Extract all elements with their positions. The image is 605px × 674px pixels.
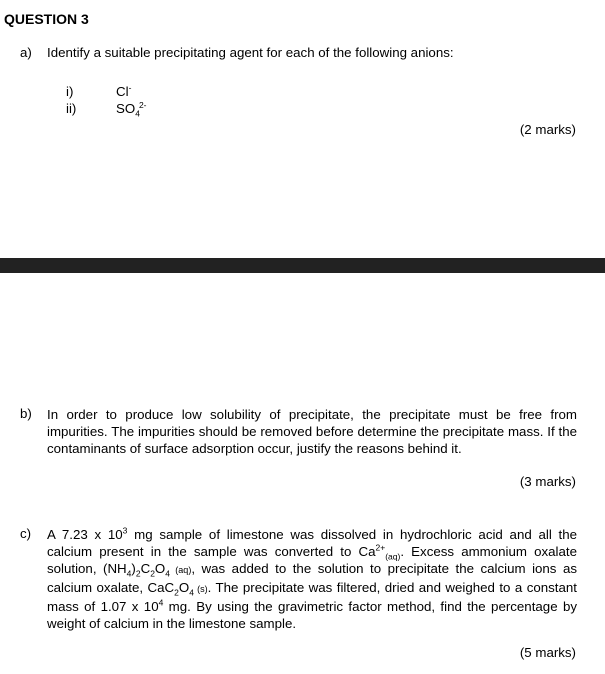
item-i-numeral: i): [66, 84, 74, 99]
part-b-marks: (3 marks): [519, 474, 576, 489]
part-b-text: In order to produce low solubility of precipitate, the precipitate must be free from impurities. The impurities should be removed before determine the precipitate mass. If the contaminants of surface adsorption occur, justify the reasons behind it.: [47, 407, 577, 456]
part-c-marks: (5 marks): [519, 645, 576, 660]
item-ii-formula: $SO_4^{2-}$: [116, 99, 147, 119]
page-divider: [0, 258, 605, 273]
item-i-formula: Cl-: [116, 82, 132, 99]
part-c-label: c): [20, 526, 32, 541]
part-b-label: b): [20, 406, 32, 421]
item-ii-numeral: ii): [66, 101, 77, 116]
question-title: QUESTION 3: [4, 11, 89, 27]
part-a-marks: (2 marks): [519, 122, 576, 137]
part-a-text: Identify a suitable precipitating agent for each of the following anions:: [47, 45, 454, 60]
part-a-label: a): [20, 45, 32, 60]
part-c-text: A 7.23 x $10^3$ mg sample of limestone was dissolved in hydrochloric acid and all the calcium present in the sample was converted to $Ca^{2+}_{(aq)}$. Excess ammonium oxalate solution, $(NH_4)_2C_2O_4$ (aq), was added to the solution to precipitate the calcium ions as calcium oxalate, $CaC_2O_4$ (s). The precipitate was filtered, dried and weighed to a constant mass of 1.07 x $10^4$ mg. By using the gravimetric factor method, find the percentage by weight of calcium in the limestone sample.: [47, 525, 578, 631]
